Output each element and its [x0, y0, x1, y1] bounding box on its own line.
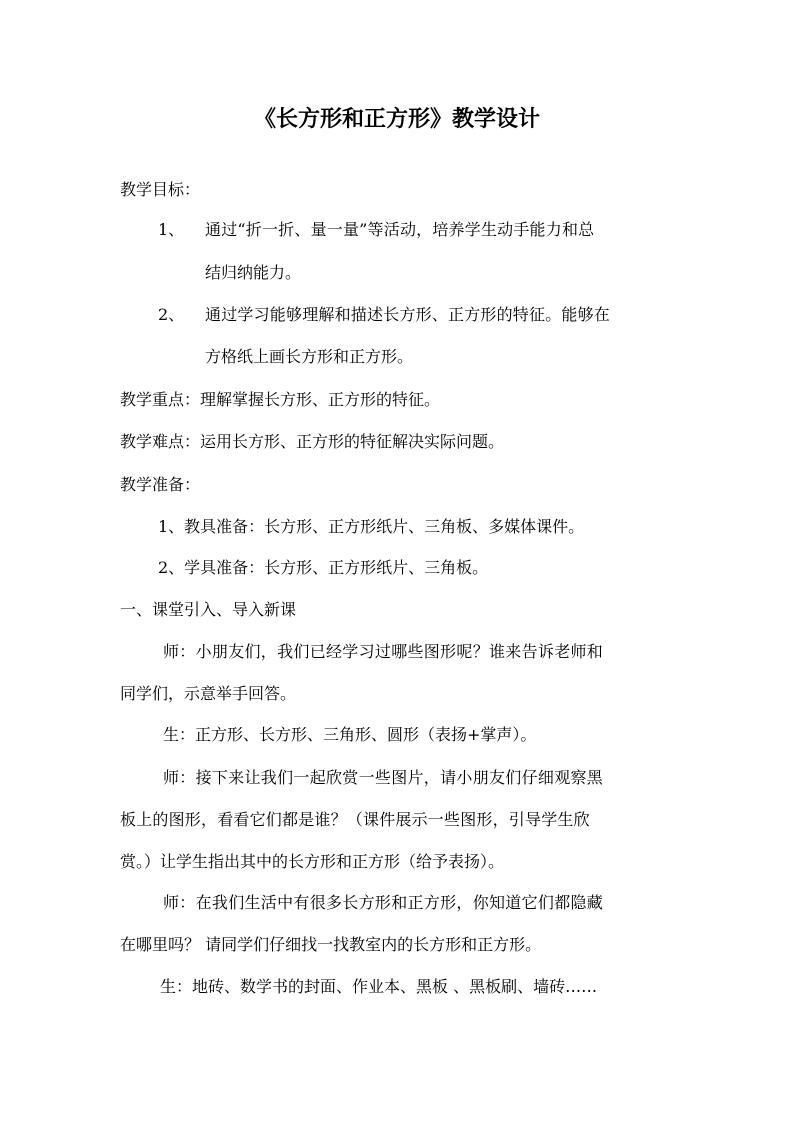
paragraph-3-line-1: 师：接下来让我们一起欣赏一些图片，请小朋友们仔细观察黑: [163, 768, 604, 787]
objective-1-number: 1、: [158, 220, 185, 239]
preparation-item-1: 1、教具准备：长方形、正方形纸片、三角板、多媒体课件。: [158, 517, 585, 536]
preparation-heading: 教学准备：: [120, 475, 201, 494]
paragraph-3-line-3: 赏。）让学生指出其中的长方形和正方形（给予表扬）。: [120, 852, 505, 871]
preparation-item-2: 2、学具准备：长方形、正方形纸片、三角板。: [158, 558, 489, 577]
document-title: 《长方形和正方形》教学设计: [253, 106, 540, 132]
section-1-heading: 一、课堂引入、导入新课: [120, 600, 297, 619]
objective-2-line-2: 方格纸上画长方形和正方形。: [205, 347, 414, 366]
paragraph-2-line-1: 生：正方形、长方形、三角形、圆形（表扬+掌声）。: [163, 725, 537, 744]
paragraph-5-line-1: 生：地砖、数学书的封面、作业本、黑板 、黑板刷、墙砖……: [160, 977, 598, 996]
paragraph-4-line-1: 师：在我们生活中有很多长方形和正方形，你知道它们都隐藏: [163, 893, 604, 912]
objective-2-line-1: 通过学习能够理解和描述长方形、正方形的特征。能够在: [205, 305, 611, 324]
paragraph-3-line-2: 板上的图形，看看它们都是谁？（课件展示一些图形，引导学生欣: [120, 810, 590, 829]
difficulty: 教学难点：运用长方形、正方形的特征解决实际问题。: [120, 432, 505, 451]
objectives-heading: 教学目标：: [120, 180, 201, 199]
objective-1-line-1: 通过“折一折、量一量”等活动，培养学生动手能力和总: [205, 220, 595, 239]
objective-2-number: 2、: [158, 305, 185, 324]
paragraph-4-line-2: 在哪里吗？ 请同学们仔细找一找教室内的长方形和正方形。: [120, 935, 542, 954]
key-point: 教学重点：理解掌握长方形、正方形的特征。: [120, 390, 441, 409]
objective-1-line-2: 结归纳能力。: [205, 263, 302, 282]
paragraph-1-line-2: 同学们，示意举手回答。: [120, 684, 297, 703]
paragraph-1-line-1: 师：小朋友们，我们已经学习过哪些图形呢？谁来告诉老师和: [163, 642, 604, 661]
